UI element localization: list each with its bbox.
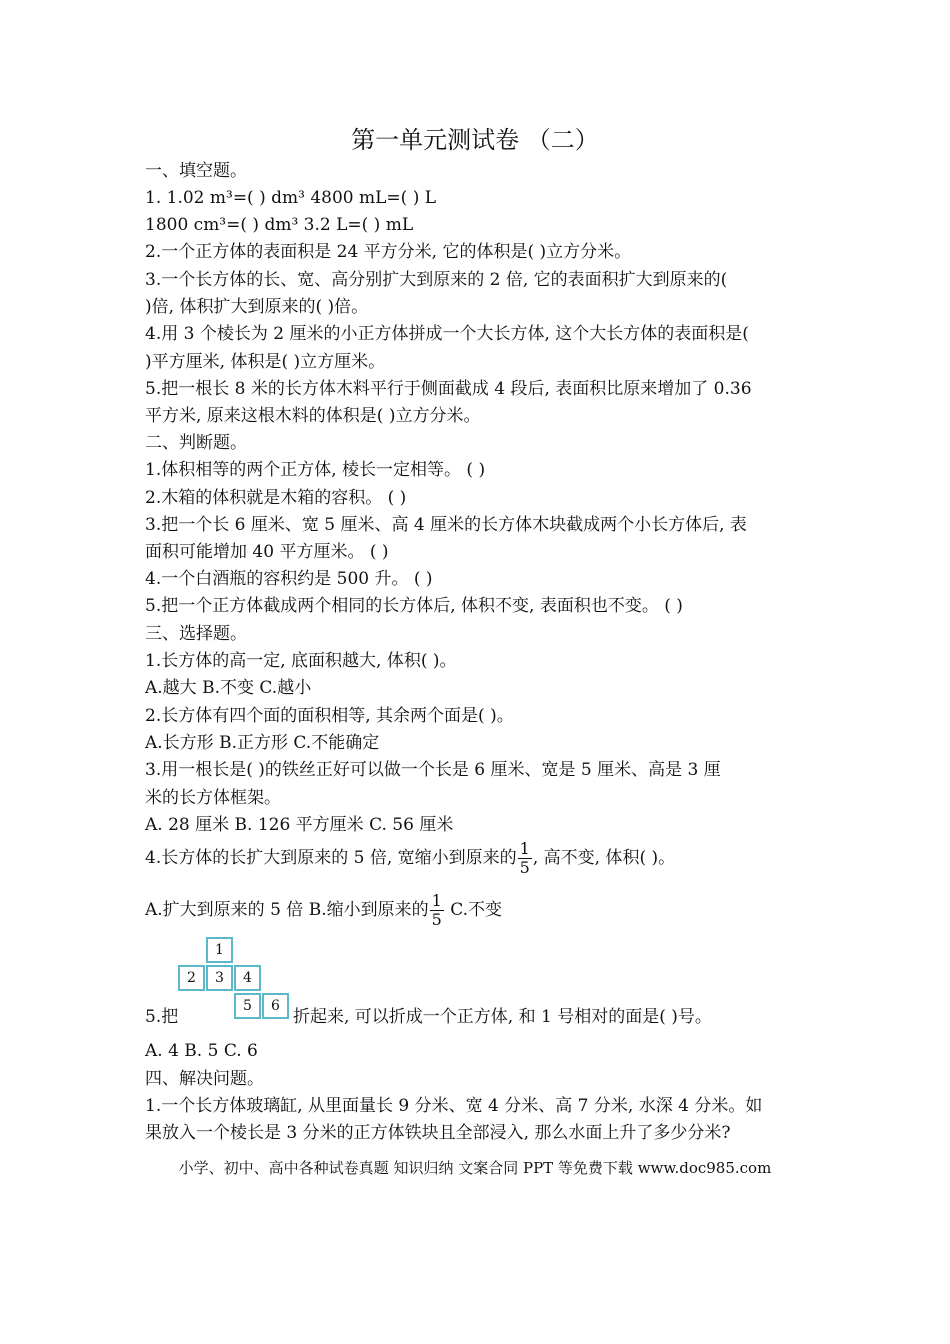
- section-heading: 二、判断题。: [145, 433, 247, 453]
- net-cell: 1: [206, 937, 233, 963]
- question-line: )倍, 体积扩大到原来的( )倍。: [145, 297, 369, 317]
- question-line: 5.把: [145, 1007, 179, 1027]
- net-cell: 5: [234, 993, 261, 1019]
- option-line: A.越大 B.不变 C.越小: [145, 678, 312, 698]
- question-line: 2.长方体有四个面的面积相等, 其余两个面是( )。: [145, 706, 514, 726]
- fraction-numerator: 1: [519, 839, 530, 858]
- net-cell: 3: [206, 965, 233, 991]
- section-heading: 四、解决问题。: [145, 1069, 264, 1089]
- section-heading: 一、填空题。: [145, 161, 247, 181]
- question-line: 4.用 3 个棱长为 2 厘米的小正方体拼成一个大长方体, 这个大长方体的表面积是(: [145, 324, 749, 344]
- question-line: 1800 cm³=( ) dm³ 3.2 L=( ) mL: [145, 215, 414, 235]
- option-line: A.长方形 B.正方形 C.不能确定: [145, 733, 380, 753]
- option-text: A.扩大到原来的 5 倍 B.缩小到原来的: [145, 900, 429, 920]
- fraction-numerator: 1: [431, 891, 442, 910]
- question-line: 2.木箱的体积就是木箱的容积。 ( ): [145, 488, 407, 508]
- question-line: 1.一个长方体玻璃缸, 从里面量长 9 分米、宽 4 分米、高 7 分米, 水深 4 分米。如: [145, 1096, 763, 1116]
- question-line: 1.长方体的高一定, 底面积越大, 体积( )。: [145, 651, 457, 671]
- question-line: 果放入一个棱长是 3 分米的正方体铁块且全部浸入, 那么水面上升了多少分米?: [145, 1123, 731, 1143]
- fraction: [518, 840, 532, 877]
- question-line: 平方米, 原来这根木料的体积是( )立方分米。: [145, 406, 481, 426]
- page-footer: 小学、初中、高中各种试卷真题 知识归纳 文案合同 PPT 等免费下载 www.doc985.com: [178, 1159, 772, 1177]
- question-line: 5.把一根长 8 米的长方体木料平行于侧面截成 4 段后, 表面积比原来增加了 0.36: [145, 379, 752, 399]
- question-line: 5.把一个正方体截成两个相同的长方体后, 体积不变, 表面积也不变。 ( ): [145, 596, 683, 616]
- question-text: 4.长方体的长扩大到原来的 5 倍, 宽缩小到原来的: [145, 848, 517, 868]
- net-cell: 2: [178, 965, 205, 991]
- question-line: [145, 840, 675, 877]
- question-line: 3.把一个长 6 厘米、宽 5 厘米、高 4 厘米的长方体木块截成两个小长方体后, 表: [145, 515, 747, 535]
- fraction: [430, 892, 444, 929]
- question-line: 面积可能增加 40 平方厘米。 ( ): [145, 542, 389, 562]
- option-line: [145, 892, 502, 929]
- net-cell: 6: [262, 993, 289, 1019]
- question-line: 1.体积相等的两个正方体, 棱长一定相等。 ( ): [145, 460, 486, 480]
- page-title: 第一单元测试卷 （二）: [351, 126, 599, 154]
- fraction-denominator: 5: [431, 910, 442, 929]
- question-line: 2.一个正方体的表面积是 24 平方分米, 它的体积是( )立方分米。: [145, 242, 632, 262]
- section-heading: 三、选择题。: [145, 624, 247, 644]
- question-line: 4.一个白酒瓶的容积约是 500 升。 ( ): [145, 569, 433, 589]
- question-line: 折起来, 可以折成一个正方体, 和 1 号相对的面是( )号。: [293, 1007, 712, 1027]
- question-line: 米的长方体框架。: [145, 788, 281, 808]
- question-line: 3.一个长方体的长、宽、高分别扩大到原来的 2 倍, 它的表面积扩大到原来的(: [145, 270, 728, 290]
- net-cell: 4: [234, 965, 261, 991]
- fraction-denominator: 5: [519, 858, 530, 877]
- option-text: C.不变: [444, 900, 503, 920]
- option-line: A. 4 B. 5 C. 6: [145, 1041, 258, 1061]
- question-line: 1. 1.02 m³=( ) dm³ 4800 mL=( ) L: [145, 188, 437, 208]
- option-line: A. 28 厘米 B. 126 平方厘米 C. 56 厘米: [145, 815, 454, 835]
- question-text: , 高不变, 体积( )。: [532, 848, 676, 868]
- question-line: )平方厘米, 体积是( )立方厘米。: [145, 352, 386, 372]
- question-line: 3.用一根长是( )的铁丝正好可以做一个长是 6 厘米、宽是 5 厘米、高是 3 厘: [145, 760, 721, 780]
